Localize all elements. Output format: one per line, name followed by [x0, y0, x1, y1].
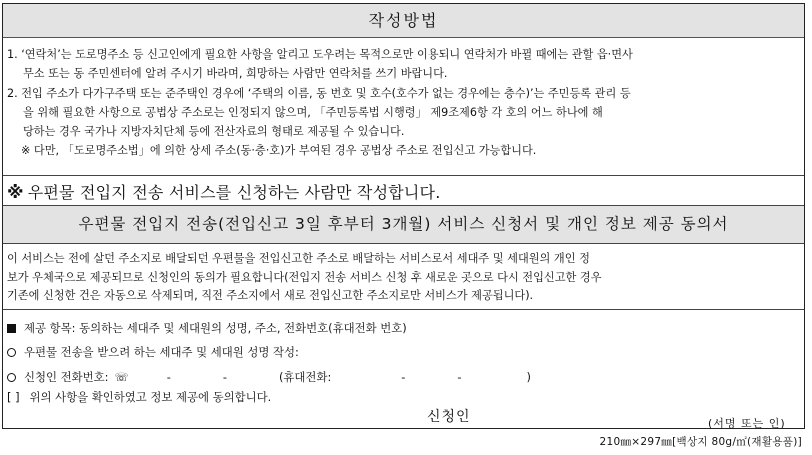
signature-or-seal[interactable]: (서명 또는 인): [708, 417, 786, 430]
service-form-header: 우편물 전입지 전송(전입신고 3일 후부터 3개월) 서비스 신청서 및 개인 정보 제공 동의서: [3, 205, 804, 244]
paper-spec: 210㎜×297㎜[백상지 80g/㎡(재활용품)]: [599, 436, 802, 448]
consent-checkbox[interactable]: [ ]: [7, 390, 20, 404]
provided-items-row: [7, 320, 407, 336]
consent-row: [7, 389, 271, 405]
names-row: [7, 344, 299, 360]
telephone-icon: ☏: [114, 370, 129, 384]
notice-line: [7, 180, 440, 203]
divider: [3, 309, 804, 310]
mobile-label: (휴대전화:: [278, 370, 332, 384]
mobile-dash: -: [457, 370, 462, 384]
applicant-label: 신청인: [427, 409, 471, 425]
consent-text: 위의 사항을 확인하였고 정보 제공에 동의합니다.: [29, 390, 272, 404]
instructions-section: [7, 46, 803, 162]
names-label: 우편물 전송을 받으려 하는 세대주 및 세대원 성명 작성:: [24, 345, 299, 359]
phone-label: 신청인 전화번호:: [24, 370, 109, 384]
service-desc-line-2: 보가 우체국으로 제공되므로 신청인의 동의가 필요합니다(전입지 전송 서비스 신청 후 새로운 곳으로 다시 전입신고한 경우: [7, 270, 602, 284]
notice-text: 우편물 전입지 전송 서비스를 신청하는 사람만 작성합니다.: [27, 183, 441, 202]
instruction-1-line-2: 무소 또는 동 주민센터에 알려 주시기 바라며, 희망하는 사람만 연락처를 쓰기 바랍니다.: [23, 67, 448, 81]
divider: [3, 175, 804, 176]
mobile-close: ): [526, 370, 531, 384]
instruction-note: ※ 다만, 「도로명주소법」에 의한 상세 주소(동·층·호)가 부여된 경우 공법상 주소로 전입신고 가능합니다.: [21, 144, 537, 158]
phone-row: [7, 369, 531, 385]
service-desc-line-3: 기존에 신청한 건은 자동으로 삭제되며, 직전 주소지에서 새로 전입신고한 주소지로만 서비스가 제공됩니다).: [7, 289, 534, 302]
instruction-2-line-1: 2. 전입 주소가 다가구주택 또는 준주택인 경우에 ‘주택의 이름, 동 번호 및 호수(호수가 없는 경우에는 층수)’는 주민등록 관리 등: [7, 86, 631, 100]
service-description: [7, 250, 803, 306]
circle-bullet-icon: [7, 373, 16, 382]
phone-dash: -: [222, 370, 227, 384]
provided-items-text: 제공 항목: 동의하는 세대주 및 세대원의 성명, 주소, 전화번호(휴대전화 번호): [24, 321, 407, 335]
service-desc-line-1: 이 서비스는 전에 살던 주소지로 배달되던 우편물을 전입신고한 주소로 배달하는 서비스로서 세대주 및 세대원의 개인 정: [7, 252, 590, 265]
square-bullet-icon: [7, 324, 16, 333]
instruction-2-line-3: 당하는 경우 국가나 지방자치단체 등에 전산자료의 형태로 제공될 수 있습니다.: [23, 125, 405, 139]
instructions-header: 작성방법: [3, 4, 804, 38]
form-frame: [2, 3, 805, 429]
reference-mark-icon: ※: [7, 183, 24, 203]
instruction-2-line-2: 을 위해 필요한 사항으로 공법상 주소로는 인정되지 않으며, 「주민등록법 시행령」 제9조제6항 각 호의 어느 하나에 해: [23, 105, 603, 119]
phone-dash: -: [166, 370, 171, 384]
instruction-1-line-1: 1. ‘연락처’는 도로명주소 등 신고인에게 필요한 사항을 알리고 도우려는 목적으로만 이용되니 연락처가 바뀔 때에는 관할 읍·면사: [7, 48, 633, 61]
mobile-dash: -: [401, 370, 406, 384]
circle-bullet-icon: [7, 348, 16, 357]
